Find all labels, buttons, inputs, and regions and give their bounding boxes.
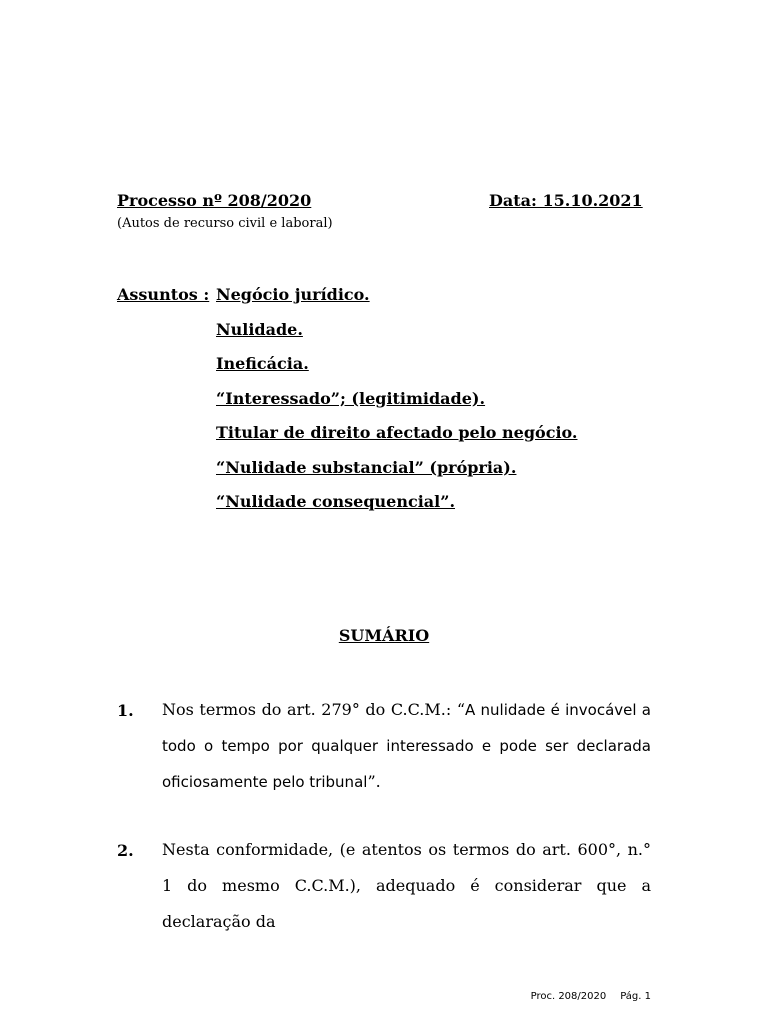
assuntos-label-text: Assuntos : [117, 285, 210, 304]
summary-item-tail: ”. [367, 772, 381, 791]
assunto-item: “Nulidade substancial” (própria). [216, 457, 517, 477]
summary-item-text: Nesta conformidade, (e atentos os termos do art. 600°, n.° 1 do mesmo C.C.M.), adequado é considerar que a declaração da [162, 840, 651, 931]
summary-item-number: 1. [117, 701, 134, 720]
summary-title: SUMÁRIO [338, 626, 430, 645]
summary-item-lead: Nos termos do art. 279° do C.C.M.: “ [162, 700, 466, 719]
assuntos-list [216, 285, 577, 527]
page-footer [0, 991, 651, 1002]
case-type-subtitle: (Autos de recurso civil e laboral) [117, 216, 333, 231]
process-number: Processo nº 208/2020 [117, 191, 312, 210]
summary-item-quote: A nulidade é invocável a todo o tempo por qualquer interessado e pode ser declarada oficiosamente pelo tribunal [162, 701, 651, 791]
assunto-item: Nulidade. [216, 319, 303, 339]
assunto-item: Ineficácia. [216, 354, 309, 373]
assunto-item: “Interessado”; (legitimidade). [216, 388, 486, 408]
summary-item-number: 2. [117, 841, 134, 860]
assunto-item: “Nulidade consequencial”. [216, 492, 456, 511]
footer-page: Pág. 1 [620, 991, 651, 1002]
summary-item-text [162, 692, 651, 800]
footer-proc: Proc. 208/2020 [530, 991, 607, 1002]
assunto-item: Titular de direito afectado pelo negócio. [216, 423, 578, 442]
assunto-item: Negócio jurídico. [216, 285, 370, 304]
document-date: Data: 15.10.2021 [489, 191, 643, 210]
assuntos-label [117, 285, 209, 304]
